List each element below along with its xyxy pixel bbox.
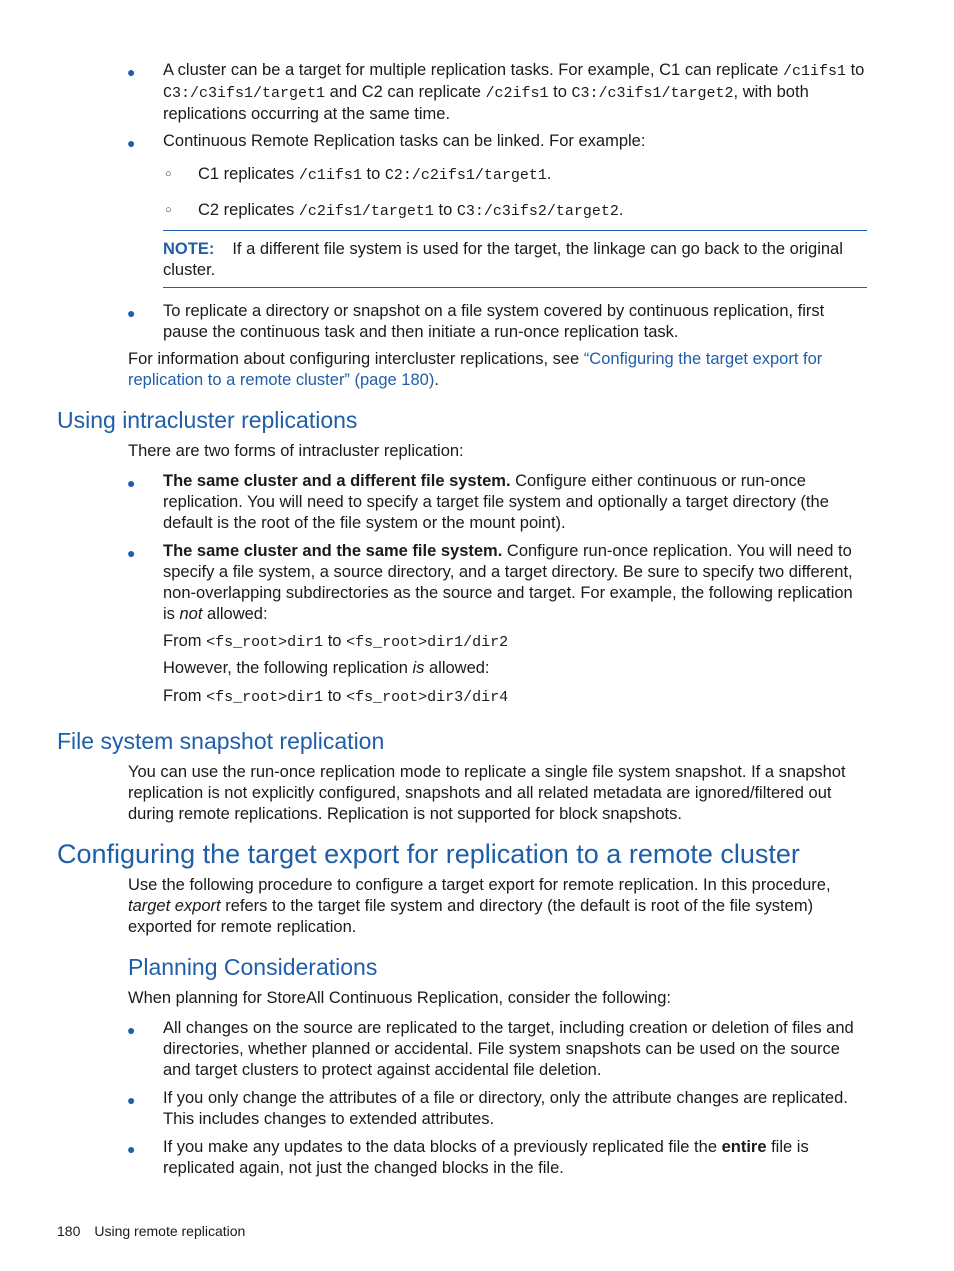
note-box bbox=[163, 230, 867, 288]
heading-snapshot: File system snapshot replication bbox=[57, 728, 385, 754]
bullet-attributes: If you only change the attributes of a file or directory, only the attribute changes are replicated. This includes changes to extended attributes. bbox=[163, 1089, 848, 1128]
bullet-data-blocks: If you make any updates to the data blocks of a previously replicated file the entire file is replicated again, not just the changed blocks in the file. bbox=[163, 1138, 809, 1177]
heading-intracluster: Using intracluster replications bbox=[57, 407, 358, 433]
bullet-different-fs: The same cluster and a different file system. Configure either continuous or run-once replication. You will need to specify a target file system and optionally a target directory (the default is the root of the file system or the mount point). bbox=[163, 472, 829, 532]
bullet-marker: ● bbox=[127, 64, 136, 80]
page-number: 180 bbox=[57, 1223, 81, 1239]
code: /c1ifs1 bbox=[782, 63, 846, 80]
bullet-marker: ● bbox=[127, 1092, 136, 1108]
bullet-marker: ● bbox=[127, 1022, 136, 1038]
heading-configuring: Configuring the target export for replication to a remote cluster bbox=[57, 839, 800, 869]
configuring-paragraph: Use the following procedure to configure a target export for remote replication. In this procedure, target export refers to the target file system and directory (the default is root of the file system) exported for remote replication. bbox=[128, 876, 831, 936]
text: to bbox=[845, 61, 865, 79]
note-label: NOTE: bbox=[163, 240, 215, 258]
text: and C2 can replicate bbox=[325, 83, 486, 101]
cross-reference-link[interactable]: “Configuring the target export for replication to a remote cluster” (page 180) bbox=[128, 350, 823, 389]
footer-title: Using remote replication bbox=[94, 1223, 246, 1239]
code: /c2ifs1 bbox=[485, 85, 549, 102]
note-text: NOTE: If a different file system is used for the target, the linkage can go back to the original cluster. bbox=[163, 240, 843, 279]
example-not-allowed: From <fs_root>dir1 to <fs_root>dir1/dir2 bbox=[163, 632, 509, 651]
bullet-marker: ● bbox=[127, 305, 136, 321]
sub-item: C2 replicates /c2ifs1/target1 to C3:/c3ifs2/target2. bbox=[198, 201, 624, 220]
text: to bbox=[548, 83, 572, 101]
example-allowed: From <fs_root>dir1 to <fs_root>dir3/dir4 bbox=[163, 687, 509, 706]
snapshot-paragraph: You can use the run-once replication mode to replicate a single file system snapshot. If a snapshot replication is not explicitly configured, snapshots and all related metadata are ignored/filtered out during remote replications. Replication is not supported for block snapshots. bbox=[128, 763, 846, 823]
text: A cluster can be a target for multiple replication tasks. For example, C1 can replicate bbox=[163, 61, 783, 79]
bullet-same-fs: The same cluster and the same file system. Configure run-once replication. You will need to specify a file system, a source directory, and a target directory. Be sure to specify two different, non-overlapping subdirectories as the source and target. For example, the following replication is not allowed: bbox=[163, 542, 853, 623]
sub-item: C1 replicates /c1ifs1 to C2:/c2ifs1/target1. bbox=[198, 165, 552, 184]
heading-planning: Planning Considerations bbox=[128, 954, 378, 980]
bullet-marker: ● bbox=[127, 135, 136, 151]
planning-intro: When planning for StoreAll Continuous Replication, consider the following: bbox=[128, 989, 671, 1007]
page-footer bbox=[57, 1222, 259, 1240]
text: Continuous Remote Replication tasks can be linked. For example: bbox=[163, 132, 646, 150]
text: , with both replications occurring at the same time. bbox=[163, 83, 809, 123]
code: C3:/c3ifs1/target1 bbox=[163, 85, 326, 102]
bullet-multi-target bbox=[163, 60, 868, 125]
bullet-marker: ● bbox=[127, 545, 136, 561]
bullet-marker: ● bbox=[127, 1141, 136, 1157]
info-paragraph: For information about configuring intercluster replications, see “Configuring the target export for replication to a remote cluster” (page 180). bbox=[128, 350, 823, 389]
code: C3:/c3ifs1/target2 bbox=[571, 85, 734, 102]
intracluster-intro: There are two forms of intracluster replication: bbox=[128, 442, 464, 460]
however-text: However, the following replication is allowed: bbox=[163, 659, 490, 677]
sub-bullet-marker: ○ bbox=[165, 204, 172, 216]
bullet-pause-continuous: To replicate a directory or snapshot on a file system covered by continuous replication, first pause the continuous task and then initiate a run-once replication task. bbox=[163, 302, 825, 341]
bullet-all-changes: All changes on the source are replicated to the target, including creation or deletion of files and directories, whether planned or accidental. File system snapshots can be used on the source and target clusters to protect against accidental file deletion. bbox=[163, 1019, 854, 1079]
bullet-linked-tasks bbox=[163, 131, 868, 152]
sub-bullet-marker: ○ bbox=[165, 168, 172, 180]
bullet-marker: ● bbox=[127, 475, 136, 491]
